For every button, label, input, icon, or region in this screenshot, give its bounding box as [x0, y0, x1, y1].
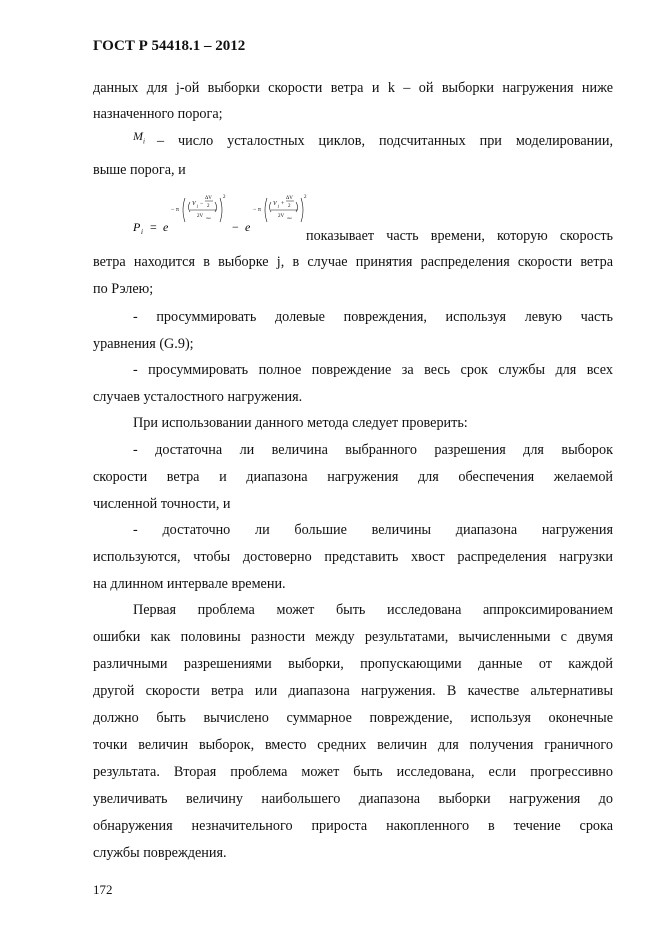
- text-line: обнаружения незначительного прироста накопленного в течение срока: [93, 818, 613, 834]
- symbol-m: $M_i$: [133, 129, 145, 146]
- formula-v: V: [273, 201, 277, 207]
- formula-two: 2: [207, 204, 210, 209]
- formula-two: 2: [288, 204, 291, 209]
- formula-j: j: [278, 203, 280, 208]
- text-line: результата. Вторая проблема может быть исследована, если прогрессивно: [93, 764, 613, 780]
- formula-p-sub: i: [141, 228, 143, 236]
- text-line: - достаточна ли величина выбранного разрешения для выборок: [133, 442, 613, 458]
- text-line: данных для j-ой выборки скорости ветра и k – ой выборки нагружения ниже: [93, 80, 613, 96]
- formula-minus-main: −: [232, 220, 239, 234]
- text-line: показывает часть времени, которую скорость: [306, 228, 613, 244]
- formula-square: 2: [304, 195, 307, 200]
- text-line: – число усталостных циклов, подсчитанных при моделировании,: [157, 133, 613, 149]
- formula-j: j: [197, 203, 199, 208]
- text-line: используются, чтобы достоверно представить хвост распределения нагрузки: [93, 549, 613, 565]
- formula-square: 2: [223, 195, 226, 200]
- formula-ave: ave: [287, 216, 292, 220]
- text-line: При использовании данного метода следует проверить:: [133, 415, 468, 431]
- text-line: по Рэлею;: [93, 281, 154, 297]
- formula-minus: −: [200, 201, 204, 207]
- text-line: уравнения (G.9);: [93, 336, 194, 352]
- formula-v: V: [192, 201, 196, 207]
- formula-neg-pi: − π: [253, 207, 261, 213]
- svg-text:+: +: [281, 201, 285, 207]
- text-line: случаев усталостного нагружения.: [93, 389, 303, 405]
- text-line: - достаточно ли большие величины диапазона нагружения: [133, 522, 613, 538]
- formula-e1: e: [163, 220, 169, 234]
- formula-2v: 2V: [197, 214, 204, 219]
- formula-2v: 2V: [278, 214, 285, 219]
- text-line: выше порога, и: [93, 162, 186, 178]
- text-line: на длинном интервале времени.: [93, 576, 286, 592]
- text-line: численной точности, и: [93, 496, 231, 512]
- formula-ave: ave: [206, 216, 211, 220]
- text-line: ветра находится в выборке j, в случае принятия распределения скорости ветра: [93, 254, 613, 270]
- text-line: точки величин выборок, вместо средних величин для получения граничного: [93, 737, 613, 753]
- text-line: скорости ветра и диапазона нагружения для обеспечения желаемой: [93, 469, 613, 485]
- text-line: ошибки как половины разности между результатами, вычисленными с двумя: [93, 629, 613, 645]
- text-line: службы повреждения.: [93, 845, 227, 861]
- text-line: - просуммировать полное повреждение за весь срок службы для всех: [133, 362, 613, 378]
- page-number: 172: [93, 882, 113, 897]
- formula-dv: ΔV: [205, 196, 212, 201]
- text-line: Первая проблема может быть исследована аппроксимированием: [133, 602, 613, 618]
- formula-dv: ΔV: [286, 196, 293, 201]
- text-line: назначенного порога;: [93, 106, 223, 122]
- text-line: - просуммировать долевые повреждения, используя левую часть: [133, 309, 613, 325]
- text-line: различными разрешениями выборки, пропускающими данные от каждой: [93, 656, 613, 672]
- text-line: должно быть вычислено суммарное повреждение, используя оконечные: [93, 710, 613, 726]
- formula-p: P: [133, 220, 141, 234]
- document-header: ГОСТ Р 54418.1 – 2012: [93, 38, 246, 54]
- text-line: увеличивать величину наибольшего диапазона выборки нагружения до: [93, 791, 613, 807]
- formula-e2: e: [245, 220, 251, 234]
- formula-neg-pi: − π: [171, 207, 179, 213]
- formula-eq: =: [150, 220, 157, 234]
- text-line: другой скорости ветра или диапазона нагружения. В качестве альтернативы: [93, 683, 613, 699]
